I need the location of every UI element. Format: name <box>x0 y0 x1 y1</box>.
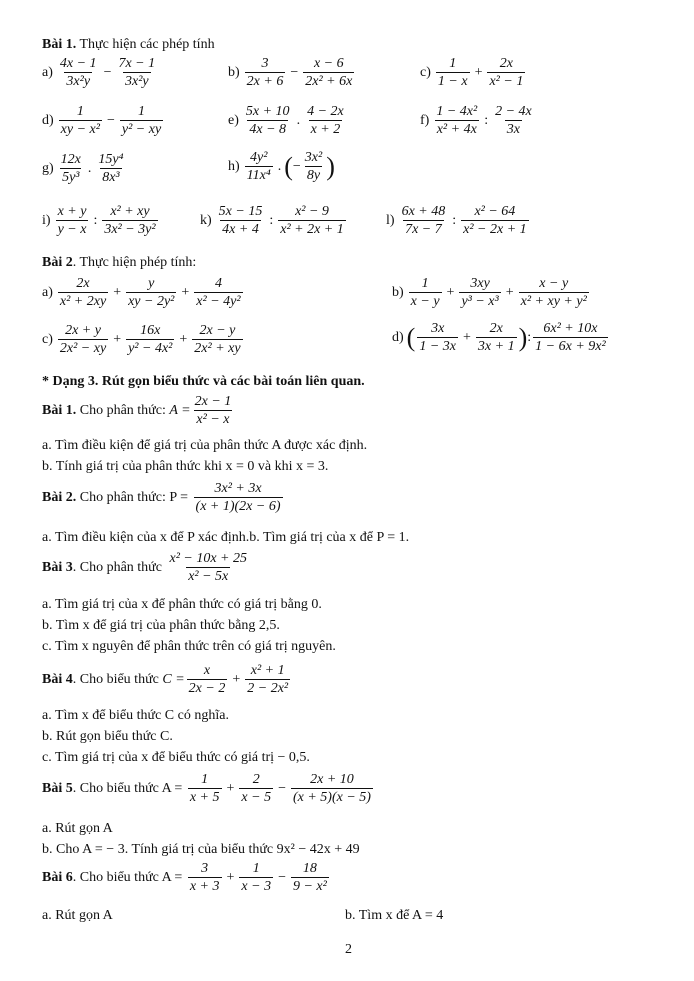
bai1-heading <box>42 36 215 53</box>
bai1-title-text: Thực hiện các phép tính <box>76 37 215 52</box>
operator: − <box>103 64 112 80</box>
denominator: 2 − 2x² <box>247 681 289 696</box>
denominator: 8y <box>306 168 321 183</box>
numerator: x − y <box>539 276 569 291</box>
p5-frac3 <box>291 772 373 805</box>
bai2-c <box>42 323 245 356</box>
bai2-d-frac3 <box>533 321 608 354</box>
operator: + <box>505 284 514 300</box>
denominator: y³ − x³ <box>461 294 499 309</box>
p5-a: a. Rút gọn A <box>42 821 113 836</box>
numerator: x² − 9 <box>295 204 329 219</box>
bai2-a-frac1 <box>58 276 108 309</box>
bai2-c-frac1 <box>58 323 108 356</box>
numerator: 18 <box>302 861 317 876</box>
bai1-h <box>228 150 335 183</box>
operator: + <box>179 331 188 347</box>
bai1-c-label: c) <box>420 64 431 80</box>
p6-title: Bài 6 <box>42 869 73 885</box>
operator: + <box>113 284 122 300</box>
p4-b: b. Rút gọn biểu thức C. <box>42 729 173 744</box>
p3-a: a. Tìm giá trị của x để phân thức có giá trị bằng 0. <box>42 597 322 612</box>
operator: : <box>527 329 532 345</box>
operator: − <box>278 780 286 796</box>
p1-b: b. Tính giá trị của phân thức khi x = 0 và khi x = 3. <box>42 459 329 474</box>
p5-b: b. Cho A = − 3. Tính giá trị của biểu thức 9x² − 42x + 49 <box>42 842 360 857</box>
bai2-a-label: a) <box>42 284 53 300</box>
p4-text: . Cho biểu thức <box>72 671 163 687</box>
denominator: x² − 5x <box>188 569 229 584</box>
denominator: 2x − 2 <box>188 681 226 696</box>
numerator: x <box>203 663 211 678</box>
denominator: x² − x <box>196 412 230 427</box>
bai1-i <box>42 204 160 237</box>
bai1-b-frac2 <box>303 56 354 89</box>
operator: + <box>113 331 122 347</box>
bai1-f-frac1 <box>434 104 479 137</box>
operator: : <box>484 112 489 128</box>
operator: + <box>226 780 235 796</box>
bai1-e-frac2 <box>305 104 346 137</box>
left-paren: ( <box>284 151 293 181</box>
numerator: 2 − 4x <box>495 104 532 119</box>
operator: + <box>463 329 471 345</box>
denominator: x² − 2x + 1 <box>463 222 527 237</box>
numerator: x + y <box>57 204 87 219</box>
p6-statement <box>42 861 331 894</box>
bai1-i-frac1 <box>56 204 89 237</box>
denominator: x + 3 <box>189 879 220 894</box>
p6-frac1 <box>188 861 222 894</box>
p3-text: . Cho phân thức <box>72 559 166 575</box>
p1-statement <box>42 394 235 427</box>
bai1-h-label: h) <box>228 158 240 174</box>
left-paren: ( <box>406 322 416 352</box>
dang3-heading: * Dạng 3. Rút gọn biểu thức và các bài toán liên quan. <box>42 374 365 389</box>
denominator: x − 3 <box>241 879 272 894</box>
p2-frac <box>194 481 283 514</box>
bai1-k-frac2 <box>278 204 346 237</box>
numerator: 3 <box>261 56 269 71</box>
denominator: (x + 1)(2x − 6) <box>195 499 281 514</box>
numerator: x² + 1 <box>250 663 285 678</box>
p4-var: C = <box>162 671 185 687</box>
numerator: 2x <box>489 321 503 336</box>
p6-b: b. Tìm x để A = 4 <box>345 908 444 923</box>
numerator: x − 6 <box>313 56 344 71</box>
right-paren: ) <box>518 322 528 352</box>
bai2-a-frac3 <box>194 276 242 309</box>
p1-a: a. Tìm điều kiện để giá trị của phân thức A được xác định. <box>42 438 368 453</box>
p4-c: c. Tìm giá trị của x để biểu thức có giá trị − 0,5. <box>42 750 310 765</box>
bai1-c <box>420 56 527 89</box>
denominator: 5y³ <box>62 170 80 185</box>
bai1-e <box>228 104 348 137</box>
denominator: 3x² − 3y² <box>104 222 156 237</box>
p2-a: a. Tìm điều kiện của x để P xác định.b. Tìm giá trị của x để P = 1. <box>42 530 410 545</box>
numerator: x² + xy <box>110 204 150 219</box>
denominator: xy − x² <box>60 122 100 137</box>
denominator: (x + 5)(x − 5) <box>292 790 371 805</box>
bai1-g-frac2 <box>96 152 125 185</box>
numerator: x² − 64 <box>474 204 516 219</box>
operator: . <box>277 158 282 174</box>
denominator: x² − 4y² <box>196 294 241 309</box>
p5-text: . Cho biểu thức A = <box>72 780 186 796</box>
denominator: 2x² + 6x <box>305 74 353 89</box>
numerator: x² − 10x + 25 <box>169 551 248 566</box>
bai1-h-frac2 <box>303 150 324 183</box>
bai2-d-frac1 <box>417 321 458 354</box>
bai1-g <box>42 152 127 185</box>
bai1-k-label: k) <box>200 212 212 228</box>
operator: − <box>290 64 299 80</box>
denominator: 9 − x² <box>292 879 327 894</box>
numerator: 1 <box>76 104 84 119</box>
bai1-f-label: f) <box>420 112 430 128</box>
bai2-title-text: . Thực hiện phép tính: <box>72 255 197 270</box>
p6-a: a. Rút gọn A <box>42 908 113 923</box>
denominator: x + 2 <box>310 122 341 137</box>
p5-frac2 <box>239 772 273 805</box>
operator: . <box>87 160 92 176</box>
numerator: 12x <box>60 152 81 167</box>
denominator: x² + 2xy <box>59 294 107 309</box>
numerator: 4 <box>214 276 222 291</box>
bai2-b <box>392 276 591 309</box>
numerator: 4y² <box>249 150 268 165</box>
bai1-l <box>386 204 531 237</box>
bai2-title: Bài 2 <box>42 255 73 270</box>
denominator: 4x − 8 <box>249 122 287 137</box>
denominator: xy − 2y² <box>128 294 175 309</box>
denominator: x² + 2x + 1 <box>280 222 344 237</box>
bai1-k <box>200 204 348 237</box>
bai1-g-label: g) <box>42 160 54 176</box>
bai2-d-label: d) <box>392 329 404 345</box>
bai2-d <box>392 321 610 354</box>
p2-title: Bài 2. <box>42 489 77 505</box>
denominator: x − 5 <box>241 790 272 805</box>
bai1-f-frac2 <box>493 104 534 137</box>
denominator: x − y <box>410 294 440 309</box>
bai1-d-label: d) <box>42 112 54 128</box>
p1-frac <box>193 394 234 427</box>
denominator: 1 − 3x <box>419 339 457 354</box>
bai1-i-label: i) <box>42 212 51 228</box>
p5-title: Bài 5 <box>42 780 73 796</box>
page-number: 2 <box>345 942 352 957</box>
denominator: y² − 4x² <box>128 341 173 356</box>
numerator: 6x + 48 <box>401 204 446 219</box>
denominator: x² + xy + y² <box>520 294 587 309</box>
p3-statement <box>42 551 251 584</box>
numerator: 1 − 4x² <box>436 104 478 119</box>
p5-statement <box>42 772 375 805</box>
p3-c: c. Tìm x nguyên để phân thức trên có giá trị nguyên. <box>42 639 336 654</box>
numerator: 7x − 1 <box>118 56 156 71</box>
p3-b: b. Tìm x để giá trị của phân thức bằng 2,5. <box>42 618 280 633</box>
bai2-c-frac3 <box>192 323 242 356</box>
bai1-d-frac2 <box>120 104 163 137</box>
bai2-a-frac2 <box>126 276 176 309</box>
p6-frac2 <box>239 861 273 894</box>
numerator: 3 <box>201 861 209 876</box>
bai1-l-frac1 <box>400 204 448 237</box>
denominator: 1 − x <box>437 74 468 89</box>
denominator: x² − 1 <box>489 74 524 89</box>
denominator: 7x − 7 <box>405 222 442 237</box>
bai1-a <box>42 56 159 89</box>
numerator: 1 <box>252 861 260 876</box>
numerator: 1 <box>421 276 429 291</box>
denominator: 3x²y <box>124 74 149 89</box>
denominator: 3x²y <box>66 74 91 89</box>
bai2-d-frac2 <box>476 321 517 354</box>
p1-var: A = <box>169 402 191 418</box>
operator: + <box>446 284 455 300</box>
operator: : <box>269 212 274 228</box>
operator: + <box>226 869 235 885</box>
operator: + <box>181 284 190 300</box>
bai1-a-frac2 <box>116 56 157 89</box>
p5-frac1 <box>188 772 222 805</box>
numerator: 3x <box>431 321 445 336</box>
operator: + <box>232 671 241 687</box>
bai2-c-frac2 <box>126 323 174 356</box>
operator: − <box>106 112 115 128</box>
bai1-e-label: e) <box>228 112 239 128</box>
numerator: 1 <box>449 56 457 71</box>
bai1-l-label: l) <box>386 212 395 228</box>
p2-statement <box>42 481 285 514</box>
p4-a: a. Tìm x để biểu thức C có nghĩa. <box>42 708 229 723</box>
denominator: 4x + 4 <box>222 222 259 237</box>
bai1-a-frac1 <box>58 56 99 89</box>
denominator: 3x <box>506 122 521 137</box>
bai1-a-label: a) <box>42 64 53 80</box>
numerator: 3x² <box>304 150 323 165</box>
numerator: y <box>148 276 155 291</box>
bai1-b-label: b) <box>228 64 240 80</box>
numerator: 5x + 10 <box>245 104 290 119</box>
bai1-title: Bài 1. <box>42 37 77 52</box>
bai2-a <box>42 276 245 309</box>
p1-text: Cho phân thức: <box>76 402 170 418</box>
bai1-k-frac1 <box>217 204 265 237</box>
p6-text: . Cho biểu thức A = <box>72 869 186 885</box>
p4-title: Bài 4 <box>42 671 73 687</box>
p4-statement <box>42 663 292 696</box>
numerator: 2x <box>76 276 90 291</box>
minus-sign: − <box>292 158 301 174</box>
bai2-b-frac3 <box>519 276 589 309</box>
bai1-e-frac1 <box>244 104 292 137</box>
p4-frac2 <box>245 663 290 696</box>
bai2-c-label: c) <box>42 331 53 347</box>
numerator: 16x <box>140 323 161 338</box>
numerator: 1 <box>201 772 209 787</box>
operator: : <box>93 212 98 228</box>
numerator: 6x² + 10x <box>543 321 598 336</box>
denominator: y − x <box>57 222 87 237</box>
numerator: 4 − 2x <box>307 104 344 119</box>
numerator: 2 <box>252 772 260 787</box>
operator: . <box>296 112 301 128</box>
bai2-heading <box>42 254 196 271</box>
denominator: 11x⁴ <box>246 168 271 183</box>
bai1-l-frac2 <box>461 204 529 237</box>
p3-title: Bài 3 <box>42 559 73 575</box>
numerator: 2x + y <box>65 323 101 338</box>
bai1-b <box>228 56 356 89</box>
denominator: 2x + 6 <box>246 74 284 89</box>
p6-frac3 <box>291 861 329 894</box>
numerator: 3xy <box>470 276 490 291</box>
bai1-d <box>42 104 165 137</box>
operator: + <box>474 64 483 80</box>
bai2-b-frac2 <box>459 276 500 309</box>
numerator: 2x + 10 <box>310 772 354 787</box>
bai2-b-frac1 <box>409 276 442 309</box>
denominator: 2x² + xy <box>194 341 241 356</box>
operator: : <box>452 212 457 228</box>
operator: − <box>278 869 286 885</box>
denominator: 3x + 1 <box>477 339 515 354</box>
denominator: x² + 4x <box>436 122 477 137</box>
p4-frac1 <box>187 663 228 696</box>
bai1-g-frac1 <box>59 152 83 185</box>
p1-title: Bài 1. <box>42 402 77 418</box>
numerator: 1 <box>138 104 146 119</box>
bai2-b-label: b) <box>392 284 404 300</box>
numerator: 4x − 1 <box>59 56 97 71</box>
denominator: 2x² − xy <box>59 341 107 356</box>
bai1-c-frac2 <box>487 56 525 89</box>
bai1-c-frac1 <box>436 56 470 89</box>
right-paren: ) <box>326 151 335 181</box>
numerator: 15y⁴ <box>98 152 124 167</box>
numerator: 2x − 1 <box>194 394 232 409</box>
bai1-d-frac1 <box>59 104 102 137</box>
denominator: x + 5 <box>189 790 220 805</box>
bai1-h-frac1 <box>245 150 273 183</box>
bai1-i-frac2 <box>102 204 157 237</box>
p3-frac <box>167 551 249 584</box>
denominator: 8x³ <box>102 170 120 185</box>
bai1-b-frac1 <box>245 56 286 89</box>
numerator: 3x² + 3x <box>214 481 262 496</box>
numerator: 2x − y <box>199 323 236 338</box>
bai1-f <box>420 104 536 137</box>
numerator: 2x <box>499 56 513 71</box>
numerator: 5x − 15 <box>218 204 263 219</box>
denominator: 1 − 6x + 9x² <box>535 339 606 354</box>
denominator: y² − xy <box>121 122 162 137</box>
p2-text: Cho phân thức: P = <box>76 489 192 505</box>
